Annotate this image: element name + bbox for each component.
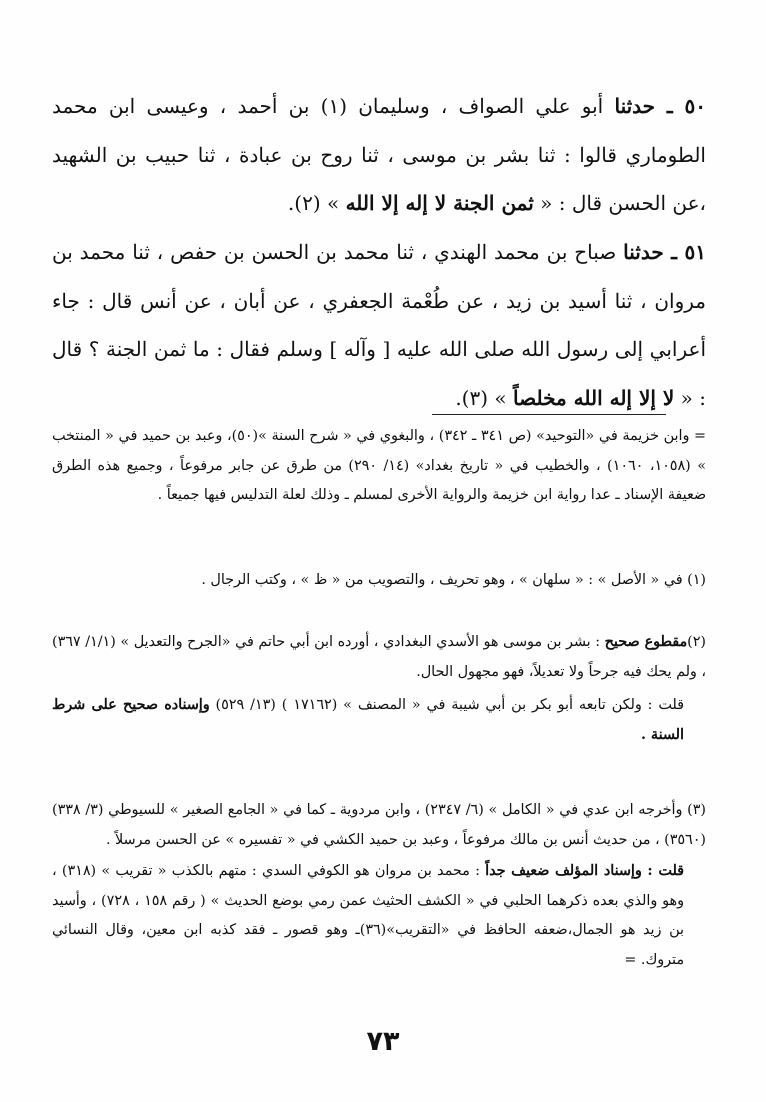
hadith-50-end: » (٢). [287,191,346,215]
footnote-2 [52,628,706,750]
footnote-2-comment: قلت : ولكن تابعه أبو بكر بن أبي شيبة في « المصنف » (١٧١٦٢ ) (١٣/ ٥٢٩) [209,697,685,713]
footnote-divider [432,414,666,415]
footnote-1-text: (١) في « الأصل » : « سلهان » ، وهو تحريف ، والتصويب من « ظ » ، وكتب الرجال . [201,572,706,588]
hadith-51-end: » (٣). [455,385,514,410]
footnote-2-number: (٢) [687,634,706,650]
hadith-50-label: ٥٠ ـ حدثنا [614,94,707,118]
hadith-50 [52,82,706,228]
footnote-3 [52,796,706,975]
hadith-50-text: أبو علي الصواف ، وسليمان (١) بن أحمد ، وعيسى ابن محمد الطوماري قالوا : ثنا بشر بن موسى ، ثنا روح بن عبادة ، ثنا حبيب بن الشهيد ،عن الحسن قال : « [52,94,706,215]
footnote-3-text: (٣) وأخرجه ابن عدي في « الكامل » (٦/ ٢٣٤٧) ، وابن مردوية ـ كما في « الجامع الصغير » للسيوطي (٣/ ٣٣٨) (٣٥٦٠) ، من حديث أنس بن مالك مرفوعاً ، وعبد بن حميد الكشي في « تفسيره » عن الحسن مرسلاً . [52,802,706,848]
hadith-50-quote: ثمن الجنة لا إله إلا الله [345,191,534,215]
footnote-continuation-text: = وابن خزيمة في «التوحيد» (ص ٣٤١ ـ ٣٤٢) ، والبغوي في « شرح السنة »(٥٠)، وعبد بن حميد في « المنتخب » (١٠٥٨، ١٠٦٠) ، والخطيب في « تاريخ بغداد» (١٤/ ٢٩٠) من طرق عن جابر مرفوعاً ، وجميع هذه الطرق ضعيفة الإسناد ـ عدا رواية ابن خزيمة والرواية الأخرى لمسلم ـ وذلك لعلة التدليس فيها جميعاً . [52,428,707,503]
footnote-2-text: : بشر بن موسى هو الأسدي البغدادي ، أورده ابن أبي حاتم في «الجرح والتعديل » (١/١/ ٣٦٧) ، ولم يحك فيه جرحاً ولا تعديلاً، فهو مجهول الحال. [52,634,706,680]
footnote-continuation [52,422,706,511]
hadith-51-quote: لا إلا إله الله مخلصاً [513,385,675,410]
footnote-1 [52,566,706,596]
hadith-51-text: صباح بن محمد الهندي ، ثنا محمد بن الحسن بن حفص ، ثنا محمد بن مروان ، ثنا أسيد بن زيد ، عن طُعْمة الجعفري ، عن أبان ، عن أنس قال : جاء أعرابي إلى رسول الله صلى الله عليه [ وآله ] وسلم فقال : ما ثمن الجنة ؟ قال : « [52,240,706,410]
footnote-2-label: مقطوع صحيح [604,634,688,650]
footnote-3-comment: : محمد بن مروان هو الكوفي السدي : متهم بالكذب « تقريب » (٣١٨) ، وهو والذي بعده ذكرهما الحلبي في « الكشف الحثيث عمن رمي بوضع الحديث » ( رقم ١٥٨ ، ٧٢٨) ، وأسيد بن زيد هو الجمال،ضعفه الحافظ في «التقريب»(٣٦)ـ وهو قصور ـ فقد كذبه ابن معين، وقال النسائي متروك. = [52,863,684,968]
hadith-51-label: ٥١ ـ حدثنا [623,240,706,264]
hadith-51 [52,228,706,422]
footnote-2-verdict: وإسناده صحيح على شرط السنة . [52,697,684,743]
page-number: ٧٣ [366,1026,400,1057]
footnote-3-verdict: قلت : وإسناد المؤلف ضعيف جداً [485,863,685,879]
